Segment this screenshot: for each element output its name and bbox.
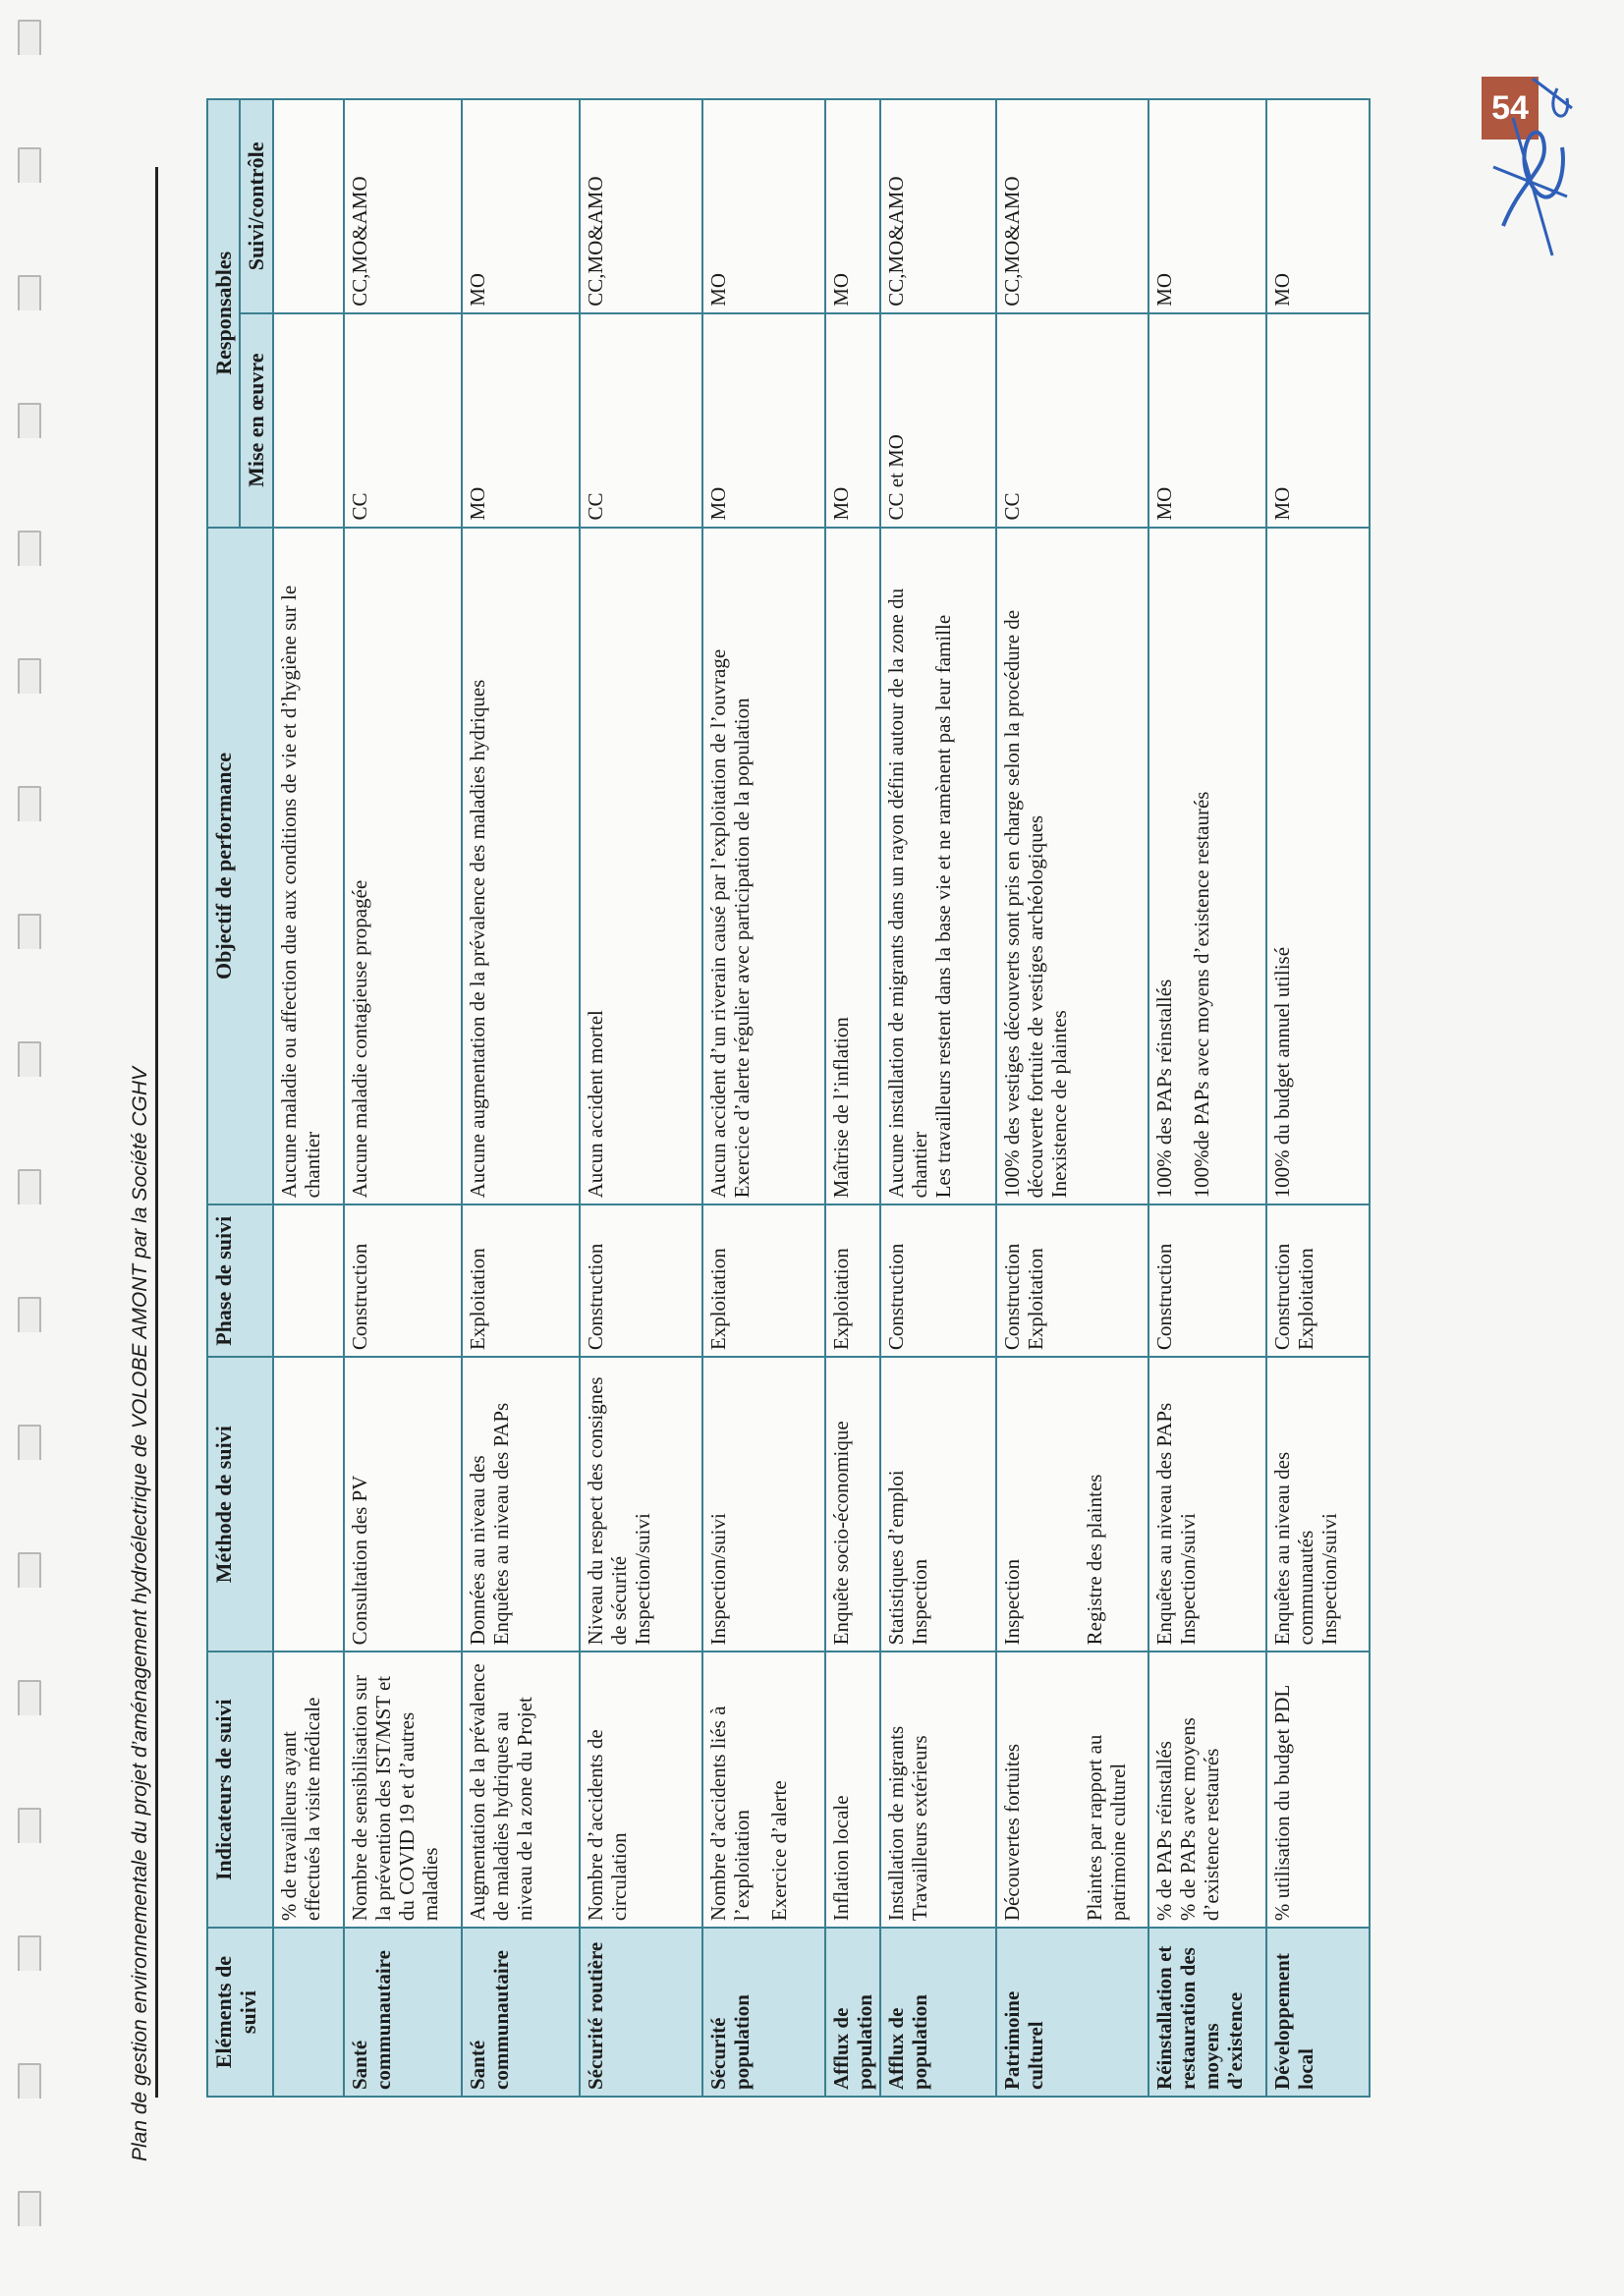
cell-element: Afflux de population <box>825 1928 880 2097</box>
cell-element: Sécurité population <box>702 1928 825 2097</box>
objectif-line-2: Inexistence de plaintes <box>1047 1010 1072 1199</box>
table-row <box>580 99 702 2097</box>
objectif-line: Aucun accident d’un riverain causé par l’exploitation de l’ouvrage <box>705 648 730 1199</box>
indicateurs-line: Nombre d’accidents liés à l’exploitation <box>705 1706 754 1922</box>
cell-methode <box>273 1357 344 1652</box>
indicateurs-line: % de PAPs réinstallés <box>1151 1741 1176 1922</box>
cell-indicateurs <box>702 1652 825 1928</box>
rotated-table-wrapper <box>206 98 1432 2098</box>
table-row <box>825 99 880 2097</box>
cell-phase <box>273 1204 344 1357</box>
cell-methode: Inspection/suivi <box>702 1357 825 1652</box>
cell-mise-en-oeuvre: MO <box>825 313 880 528</box>
cell-suivi <box>273 99 344 313</box>
table-row <box>996 99 1148 2097</box>
cell-indicateurs <box>1148 1652 1266 1928</box>
cell-phase: Exploitation <box>702 1204 825 1357</box>
header-responsables: Responsables <box>207 99 240 528</box>
cell-objectif <box>996 528 1148 1205</box>
cell-suivi: CC,MO&AMO <box>880 99 996 313</box>
header-phase: Phase de suivi <box>207 1204 273 1357</box>
indicateurs-line-2: % de PAPs avec moyens d’existence restaurés <box>1176 1717 1224 1922</box>
objectif-line-2: Exercice d’alerte régulier avec participation de la population <box>729 698 754 1199</box>
cell-methode <box>996 1357 1148 1652</box>
header-indicateurs: Indicateurs de suivi <box>207 1652 273 1928</box>
cell-phase <box>996 1204 1148 1357</box>
header-elements: Eléments de suivi <box>207 1928 273 2097</box>
cell-suivi: MO <box>1266 99 1370 313</box>
cell-indicateurs: Nombre d’accidents de circulation <box>580 1652 702 1928</box>
indicateurs-line: Installation de migrants <box>883 1725 908 1922</box>
cell-element <box>273 1928 344 2097</box>
table-row <box>702 99 825 2097</box>
cell-phase: Construction <box>880 1204 996 1357</box>
cell-mise-en-oeuvre <box>273 313 344 528</box>
header-objectif: Objectif de performance <box>207 528 273 1205</box>
table-row <box>1148 99 1266 2097</box>
cell-methode: Consultation des PV <box>344 1357 462 1652</box>
table-row <box>344 99 462 2097</box>
cell-indicateurs: Nombre de sensibilisation sur la prévention des IST/MST et du COVID 19 et d’autres maladies <box>344 1652 462 1928</box>
indicateurs-line-2: Travailleurs extérieurs <box>908 1735 932 1922</box>
handwritten-signature <box>1474 59 1582 285</box>
cell-element: Développement local <box>1266 1928 1370 2097</box>
cell-element: Afflux de population <box>880 1928 996 2097</box>
cell-mise-en-oeuvre: CC <box>996 313 1148 528</box>
cell-mise-en-oeuvre: CC <box>344 313 462 528</box>
cell-indicateurs: Augmentation de la prévalence de maladies hydriques au niveau de la zone du Projet <box>462 1652 580 1928</box>
cell-mise-en-oeuvre: MO <box>702 313 825 528</box>
table-row <box>273 99 344 2097</box>
cell-indicateurs <box>880 1652 996 1928</box>
methode-line: Données au niveau des <box>465 1455 489 1646</box>
cell-mise-en-oeuvre: MO <box>1148 313 1266 528</box>
cell-indicateurs: Inflation locale <box>825 1652 880 1928</box>
cell-phase: Exploitation <box>825 1204 880 1357</box>
cell-suivi: CC,MO&AMO <box>344 99 462 313</box>
cell-mise-en-oeuvre: CC <box>580 313 702 528</box>
cell-element: Santé communautaire <box>462 1928 580 2097</box>
cell-objectif: Aucune maladie ou affection due aux conditions de vie et d’hygiène sur le chantier <box>273 528 344 1205</box>
objectif-line: Aucune installation de migrants dans un rayon défini autour de la zone du chantier <box>883 588 932 1199</box>
objectif-line-2: 100%de PAPs avec moyens d’existence restaurés <box>1190 791 1214 1199</box>
objectif-line: 100% des vestiges découverts sont pris en charge selon la procédure de découverte fortuite de vestiges archéologiques <box>999 609 1048 1199</box>
title-underline <box>155 167 158 2098</box>
monitoring-table <box>206 98 1371 2098</box>
cell-suivi: CC,MO&AMO <box>580 99 702 313</box>
cell-objectif <box>702 528 825 1205</box>
header-methode: Méthode de suivi <box>207 1357 273 1652</box>
header-mise-en-oeuvre: Mise en œuvre <box>240 313 272 528</box>
page-number: 54 <box>1482 77 1539 140</box>
cell-phase: Exploitation <box>462 1204 580 1357</box>
cell-phase: Construction <box>580 1204 702 1357</box>
indicateurs-line: Découvertes fortuites <box>999 1743 1024 1922</box>
cell-objectif: Maîtrise de l’inflation <box>825 528 880 1205</box>
phase-line-2: Exploitation <box>1024 1248 1048 1351</box>
cell-element: Réinstallation et restauration des moyens d’existence <box>1148 1928 1266 2097</box>
indicateurs-line-2: Exercice d’alerte <box>766 1780 791 1922</box>
cell-methode <box>880 1357 996 1652</box>
indicateurs-line-2: Plaintes par rapport au patrimoine culturel <box>1083 1734 1131 1922</box>
cell-suivi: MO <box>462 99 580 313</box>
cell-methode <box>1266 1357 1370 1652</box>
objectif-line-2: Les travailleurs restent dans la base vie et ne ramènent pas leur famille <box>931 614 956 1199</box>
cell-objectif: Aucun accident mortel <box>580 528 702 1205</box>
cell-suivi: MO <box>1148 99 1266 313</box>
methode-line: Enquêtes au niveau des PAPs <box>1151 1402 1176 1646</box>
methode-line-2: Inspection/suivi <box>1176 1513 1201 1646</box>
methode-line-2: Inspection/suivi <box>630 1513 654 1646</box>
cell-suivi: MO <box>825 99 880 313</box>
document-title: Plan de gestion environnementale du projet d’aménagement hydroélectrique de VOLOBE AMONT par la Société CGHV <box>129 1067 151 2161</box>
cell-objectif: 100% du budget annuel utilisé <box>1266 528 1370 1205</box>
phase-line: Construction <box>1269 1243 1294 1351</box>
objectif-line: 100% des PAPs réinstallés <box>1151 979 1176 1199</box>
methode-line: Enquêtes au niveau des communautés <box>1269 1451 1318 1646</box>
table-row <box>1266 99 1370 2097</box>
cell-phase: Construction <box>1148 1204 1266 1357</box>
cell-methode <box>1148 1357 1266 1652</box>
cell-objectif: Aucune augmentation de la prévalence des maladies hydriques <box>462 528 580 1205</box>
cell-element: Sécurité routière <box>580 1928 702 2097</box>
phase-line: Construction <box>999 1243 1024 1351</box>
cell-methode <box>462 1357 580 1652</box>
cell-element: Patrimoine culturel <box>996 1928 1148 2097</box>
table-row <box>880 99 996 2097</box>
methode-line: Niveau du respect des consignes de sécurité <box>583 1376 631 1646</box>
cell-indicateurs <box>996 1652 1148 1928</box>
header-suivi-controle: Suivi/contrôle <box>240 99 272 313</box>
methode-line-2: Inspection <box>908 1558 932 1646</box>
methode-line: Inspection <box>999 1558 1024 1646</box>
cell-methode: Enquête socio-économique <box>825 1357 880 1652</box>
table-row <box>462 99 580 2097</box>
cell-phase: Construction <box>344 1204 462 1357</box>
cell-objectif <box>880 528 996 1205</box>
cell-mise-en-oeuvre: MO <box>462 313 580 528</box>
cell-phase <box>1266 1204 1370 1357</box>
cell-indicateurs: % de travailleurs ayant effectués la visite médicale <box>273 1652 344 1928</box>
cell-element: Santé communautaire <box>344 1928 462 2097</box>
cell-suivi: CC,MO&AMO <box>996 99 1148 313</box>
methode-line: Statistiques d’emploi <box>883 1470 908 1646</box>
cell-indicateurs: % utilisation du budget PDL <box>1266 1652 1370 1928</box>
cell-methode <box>580 1357 702 1652</box>
cell-objectif <box>1148 528 1266 1205</box>
binder-rings <box>8 0 47 2296</box>
methode-line-2: Enquêtes au niveau des PAPs <box>488 1402 513 1646</box>
cell-mise-en-oeuvre: MO <box>1266 313 1370 528</box>
cell-objectif: Aucune maladie contagieuse propagée <box>344 528 462 1205</box>
phase-line-2: Exploitation <box>1294 1248 1318 1351</box>
cell-mise-en-oeuvre: CC et MO <box>880 313 996 528</box>
methode-line-2: Registre des plaintes <box>1083 1474 1107 1646</box>
cell-suivi: MO <box>702 99 825 313</box>
methode-line-2: Inspection/suivi <box>1317 1513 1342 1646</box>
